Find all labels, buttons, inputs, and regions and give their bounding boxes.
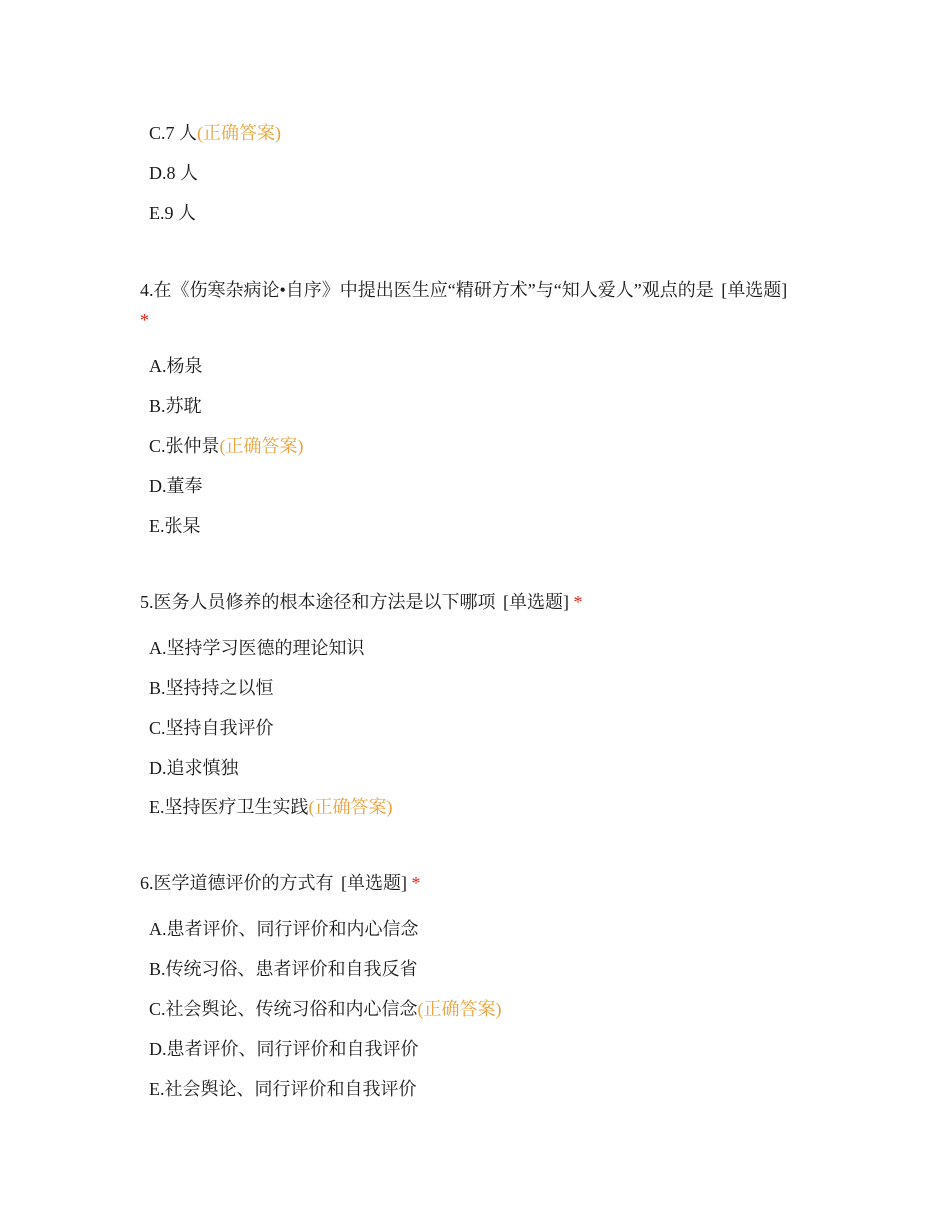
question-type: [单选题] bbox=[503, 592, 569, 612]
q3-option-c bbox=[149, 120, 281, 146]
q4-option-a bbox=[149, 353, 203, 379]
required-mark: * bbox=[573, 592, 583, 612]
q6-option-b bbox=[149, 956, 418, 982]
q3-option-e bbox=[149, 200, 196, 226]
q6-option-d bbox=[149, 1036, 419, 1062]
option-letter: C. bbox=[149, 123, 166, 143]
correct-answer-label: (正确答案) bbox=[308, 797, 393, 817]
option-text: 社会舆论、传统习俗和内心信念 bbox=[165, 999, 418, 1019]
correct-answer-label: (正确答案) bbox=[219, 436, 304, 456]
question-type: [单选题] bbox=[341, 873, 407, 893]
option-text: 坚持医疗卫生实践 bbox=[164, 797, 309, 817]
q4-option-c bbox=[149, 433, 304, 459]
required-mark: * bbox=[140, 310, 149, 330]
q6-option-e bbox=[149, 1076, 417, 1102]
q4-option-b bbox=[149, 393, 202, 419]
option-letter: D. bbox=[149, 1039, 167, 1059]
correct-answer-label: (正确答案) bbox=[417, 999, 502, 1019]
option-text: 8 人 bbox=[166, 163, 198, 183]
option-letter: D. bbox=[149, 163, 167, 183]
question-text: 6.医学道德评价的方式有 bbox=[140, 873, 334, 893]
option-letter: B. bbox=[149, 959, 166, 979]
q5-option-d bbox=[149, 755, 239, 781]
q3-option-d bbox=[149, 160, 198, 186]
q6-option-a bbox=[149, 916, 419, 942]
q6-option-c bbox=[149, 996, 502, 1022]
option-text: 张杲 bbox=[164, 516, 201, 536]
option-text: 苏耽 bbox=[165, 396, 202, 416]
option-text: 9 人 bbox=[164, 203, 196, 223]
required-mark: * bbox=[411, 873, 421, 893]
option-text: 患者评价、同行评价和内心信念 bbox=[166, 919, 419, 939]
question-text: 5.医务人员修养的根本途径和方法是以下哪项 bbox=[140, 592, 496, 612]
option-letter: E. bbox=[149, 1079, 165, 1099]
q5-option-a bbox=[149, 635, 365, 661]
option-letter: E. bbox=[149, 203, 165, 223]
option-text: 坚持学习医德的理论知识 bbox=[166, 638, 365, 658]
option-letter: C. bbox=[149, 436, 166, 456]
option-letter: D. bbox=[149, 758, 167, 778]
option-letter: E. bbox=[149, 797, 165, 817]
option-text: 杨泉 bbox=[166, 356, 203, 376]
option-text: 追求慎独 bbox=[166, 758, 239, 778]
q4-option-d bbox=[149, 473, 203, 499]
correct-answer-label: (正确答案) bbox=[197, 123, 282, 143]
q5-option-b bbox=[149, 675, 274, 701]
q6-title bbox=[140, 868, 820, 898]
q5-option-c bbox=[149, 715, 274, 741]
q5-title bbox=[140, 587, 820, 617]
option-text: 坚持自我评价 bbox=[165, 718, 274, 738]
option-letter: B. bbox=[149, 678, 166, 698]
option-text: 传统习俗、患者评价和自我反省 bbox=[165, 959, 418, 979]
q5-option-e bbox=[149, 794, 393, 820]
option-letter: C. bbox=[149, 718, 166, 738]
option-letter: C. bbox=[149, 999, 166, 1019]
option-text: 7 人 bbox=[165, 123, 198, 143]
option-letter: B. bbox=[149, 396, 166, 416]
option-letter: D. bbox=[149, 476, 167, 496]
option-letter: E. bbox=[149, 516, 165, 536]
option-letter: A. bbox=[149, 919, 167, 939]
option-letter: A. bbox=[149, 638, 167, 658]
q4-title bbox=[140, 275, 820, 335]
question-type: [单选题] bbox=[721, 280, 788, 300]
option-text: 坚持持之以恒 bbox=[165, 678, 274, 698]
option-text: 患者评价、同行评价和自我评价 bbox=[166, 1039, 419, 1059]
option-text: 董奉 bbox=[166, 476, 203, 496]
q4-option-e bbox=[149, 513, 201, 539]
question-text: 4.在《伤寒杂病论•自序》中提出医生应“精研方术”与“知人爱人”观点的是 bbox=[140, 280, 714, 300]
option-text: 社会舆论、同行评价和自我评价 bbox=[164, 1079, 417, 1099]
option-letter: A. bbox=[149, 356, 167, 376]
option-text: 张仲景 bbox=[165, 436, 220, 456]
